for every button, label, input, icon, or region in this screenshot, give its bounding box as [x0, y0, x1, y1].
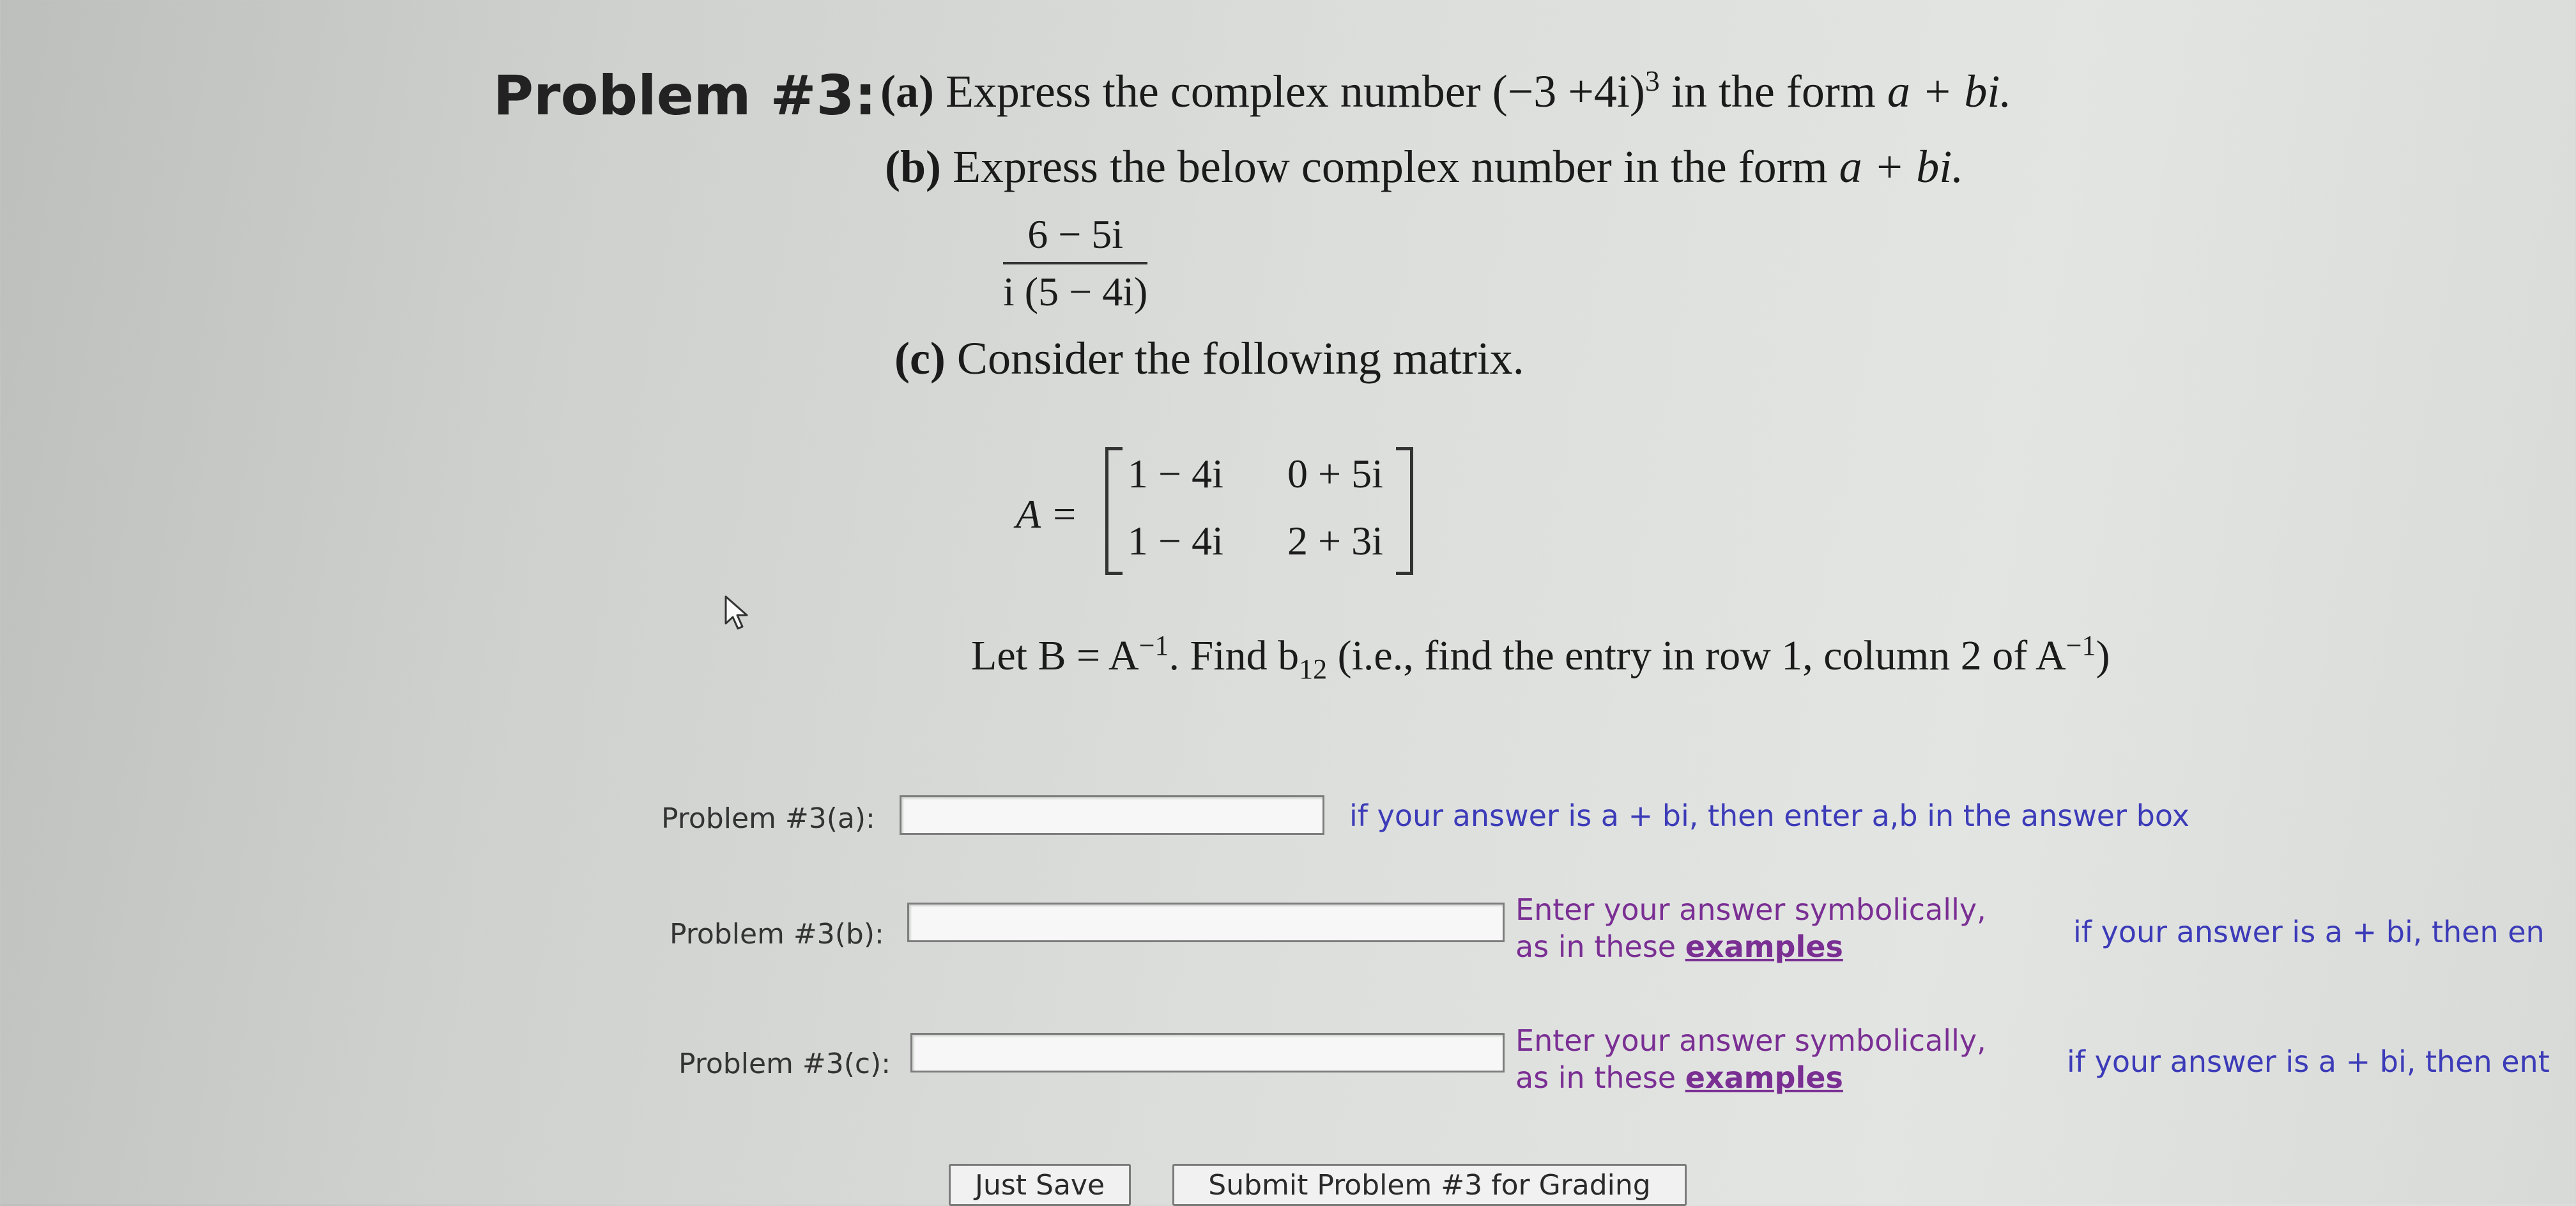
answer-c-label: Problem #3(c):: [678, 1048, 891, 1080]
answer-c-symbolic-hint: [1515, 1022, 1986, 1096]
matrix-label: A =: [1016, 491, 1078, 537]
find-mid: . Find b: [1169, 632, 1300, 679]
answer-a-input[interactable]: [900, 795, 1324, 835]
part-b-fraction: [1003, 211, 1147, 316]
answer-c-input[interactable]: [910, 1033, 1505, 1072]
just-save-button[interactable]: Just Save: [949, 1164, 1131, 1206]
part-a-text: Express the complex number (−3 +4i): [945, 66, 1645, 117]
answer-b-hint-line1: Enter your answer symbolically,: [1515, 892, 1986, 927]
matrix-cell-2-1: 1 − 4i: [1128, 518, 1223, 563]
answer-b-hint-right: if your answer is a + bi, then en: [2073, 915, 2545, 949]
part-b-text: Express the below complex number in the form: [953, 141, 1839, 192]
part-a-statement: [880, 64, 2011, 118]
part-a-tag: (a): [880, 66, 934, 117]
matrix-left-bracket: [1105, 447, 1123, 575]
find-prefix: Let B = A: [971, 632, 1139, 679]
answer-a-hint: if your answer is a + bi, then enter a,b in the answer box: [1349, 798, 2189, 833]
find-sup: −1: [1138, 630, 1169, 661]
part-c-tag: (c): [894, 333, 946, 384]
problem-title: Problem #3:: [493, 64, 877, 128]
part-a-exponent: 3: [1644, 65, 1660, 97]
answer-a-label: Problem #3(a):: [661, 802, 875, 835]
answer-c-hint-right: if your answer is a + bi, then ent: [2067, 1044, 2550, 1079]
answer-c-hint-line2: [1515, 1059, 1986, 1096]
part-b-form: a + bi.: [1839, 141, 1964, 192]
answer-b-examples-link[interactable]: examples: [1685, 929, 1843, 964]
part-c-find-instruction: [971, 629, 2110, 685]
part-a-suffix: in the form: [1659, 66, 1887, 117]
find-end-sup: −1: [2066, 630, 2096, 661]
part-c-text: Consider the following matrix.: [956, 333, 1524, 384]
answer-c-examples-link[interactable]: examples: [1685, 1060, 1843, 1095]
matrix-cell-2-2: 2 + 3i: [1287, 518, 1383, 563]
find-suffix: (i.e., find the entry in row 1, column 2 of A: [1327, 632, 2066, 679]
part-b-statement: [885, 141, 1963, 194]
answer-b-input[interactable]: [907, 903, 1505, 942]
answer-c-hint-prefix: as in these: [1515, 1060, 1685, 1095]
part-c-statement: [894, 332, 1524, 385]
find-close: ): [2096, 632, 2110, 679]
fraction-numerator: 6 − 5i: [1003, 211, 1147, 264]
matrix-cell-1-2: 0 + 5i: [1287, 451, 1383, 496]
answer-b-hint-line2: [1515, 928, 1986, 965]
fraction-denominator: i (5 − 4i): [1003, 269, 1148, 314]
answer-b-symbolic-hint: [1515, 891, 1986, 965]
answer-b-hint-prefix: as in these: [1515, 929, 1685, 964]
part-a-form: a + bi.: [1887, 66, 2012, 117]
matrix-right-bracket: [1396, 447, 1413, 575]
submit-grading-button[interactable]: Submit Problem #3 for Grading: [1172, 1164, 1687, 1206]
mouse-pointer-icon: [722, 594, 753, 632]
answer-c-hint-line1: Enter your answer symbolically,: [1515, 1023, 1986, 1058]
answer-b-label: Problem #3(b):: [670, 918, 884, 950]
part-b-tag: (b): [885, 141, 941, 192]
find-sub: 12: [1299, 653, 1328, 685]
matrix-cell-1-1: 1 − 4i: [1128, 451, 1223, 496]
